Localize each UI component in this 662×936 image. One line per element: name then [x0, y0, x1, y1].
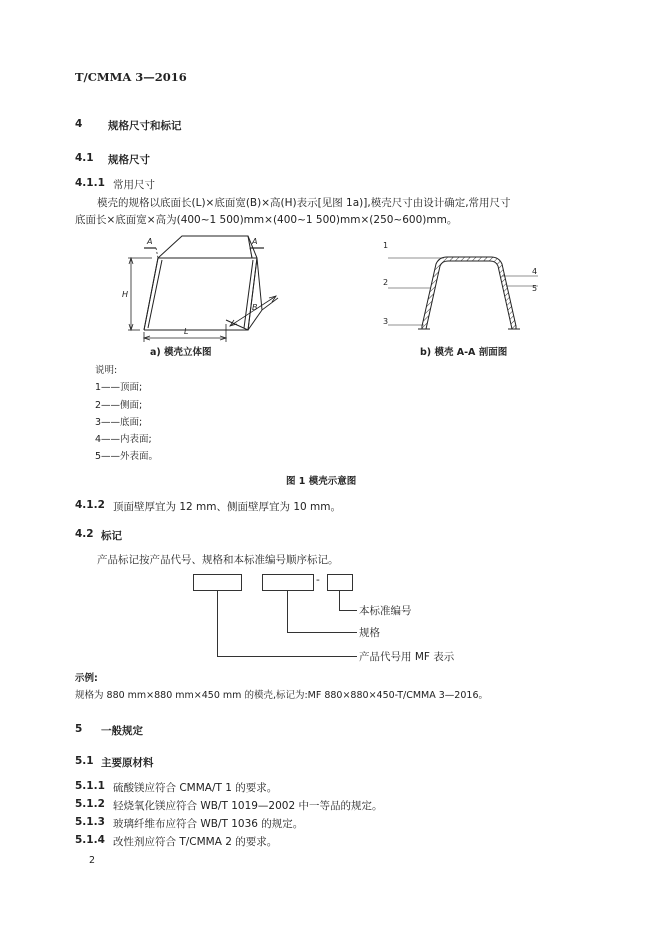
section-mark-a-left: A — [147, 237, 153, 246]
section-5-1-title: 主要原材料 — [101, 757, 154, 769]
label-product-code: 产品代号用 MF 表示 — [359, 651, 455, 663]
formwork-section-drawing — [378, 236, 558, 336]
dimension-l-label: L — [184, 327, 189, 336]
dimension-b-label: B — [252, 303, 258, 312]
section-5-1-number: 5.1 — [75, 755, 94, 767]
dimension-h-label: H — [122, 290, 129, 299]
leader-line — [339, 591, 340, 611]
leader-line — [339, 610, 357, 611]
section-5-number: 5 — [75, 723, 83, 735]
clause-text: 玻璃纤维布应符合 WB/T 1036 的规定。 — [113, 818, 304, 830]
label-standard-number: 本标准编号 — [359, 605, 412, 617]
label-1: 1 — [383, 241, 389, 250]
leader-line — [287, 591, 288, 633]
section-4-title: 规格尺寸和标记 — [108, 120, 182, 132]
clause-number: 5.1.3 — [75, 816, 105, 828]
figure-caption-a: a) 模壳立体图 — [150, 347, 212, 358]
section-4-1-title: 规格尺寸 — [108, 154, 150, 166]
marking-box-spec — [262, 574, 314, 591]
legend-item: 1——顶面; — [95, 382, 143, 393]
label-5: 5 — [532, 284, 538, 293]
label-3: 3 — [383, 317, 389, 326]
page-number: 2 — [89, 855, 96, 866]
legend-item: 5——外表面。 — [95, 451, 159, 462]
marking-box-code — [193, 574, 242, 591]
example-label: 示例: — [75, 673, 98, 684]
legend-item: 3——底面; — [95, 417, 143, 428]
section-4-2-number: 4.2 — [75, 528, 94, 540]
section-4-1-number: 4.1 — [75, 152, 94, 164]
clause-number: 5.1.1 — [75, 780, 105, 792]
label-2: 2 — [383, 278, 389, 287]
leader-line — [217, 656, 357, 657]
label-4: 4 — [532, 267, 538, 276]
section-4-number: 4 — [75, 118, 83, 130]
section-4-1-2-text: 顶面壁厚宜为 12 mm、侧面壁厚宜为 10 mm。 — [113, 501, 341, 513]
figure-caption: 图 1 模壳示意图 — [286, 476, 357, 487]
clause-number: 5.1.4 — [75, 834, 105, 846]
paragraph-line-2: 底面长×底面宽×高为(400~1 500)mm×(400~1 500)mm×(250~600)mm。 — [75, 214, 458, 226]
paragraph-line-1: 模壳的规格以底面长(L)×底面宽(B)×高(H)表示[见图 1a)],模壳尺寸由设计确定,常用尺寸 — [97, 197, 511, 209]
section-4-1-2-number: 4.1.2 — [75, 499, 105, 511]
legend-item: 4——内表面; — [95, 434, 152, 445]
clause-text: 轻烧氧化镁应符合 WB/T 1019—2002 中一等品的规定。 — [113, 800, 383, 812]
section-mark-a-right: A — [252, 237, 258, 246]
section-4-2-title: 标记 — [101, 530, 122, 542]
leader-line — [287, 632, 357, 633]
figure-caption-b: b) 模壳 A-A 剖面图 — [420, 347, 508, 358]
marking-intro: 产品标记按产品代号、规格和本标准编号顺序标记。 — [97, 554, 339, 566]
clause-text: 改性剂应符合 T/CMMA 2 的要求。 — [113, 836, 278, 848]
marking-dash: - — [316, 574, 320, 586]
legend-item: 2——侧面; — [95, 400, 143, 411]
document-id: T/CMMA 3—2016 — [75, 70, 187, 84]
leader-line — [217, 591, 218, 657]
legend-title: 说明: — [95, 365, 118, 376]
formwork-3d-drawing — [100, 230, 310, 345]
section-4-1-1-title: 常用尺寸 — [113, 179, 155, 191]
marking-box-standard — [327, 574, 353, 591]
example-text: 规格为 880 mm×880 mm×450 mm 的模壳,标记为:MF 880×880×450-T/CMMA 3—2016。 — [75, 690, 488, 701]
clause-number: 5.1.2 — [75, 798, 105, 810]
section-4-1-1-number: 4.1.1 — [75, 177, 105, 189]
clause-text: 硫酸镁应符合 CMMA/T 1 的要求。 — [113, 782, 278, 794]
section-5-title: 一般规定 — [101, 725, 143, 737]
label-spec: 规格 — [359, 627, 380, 639]
